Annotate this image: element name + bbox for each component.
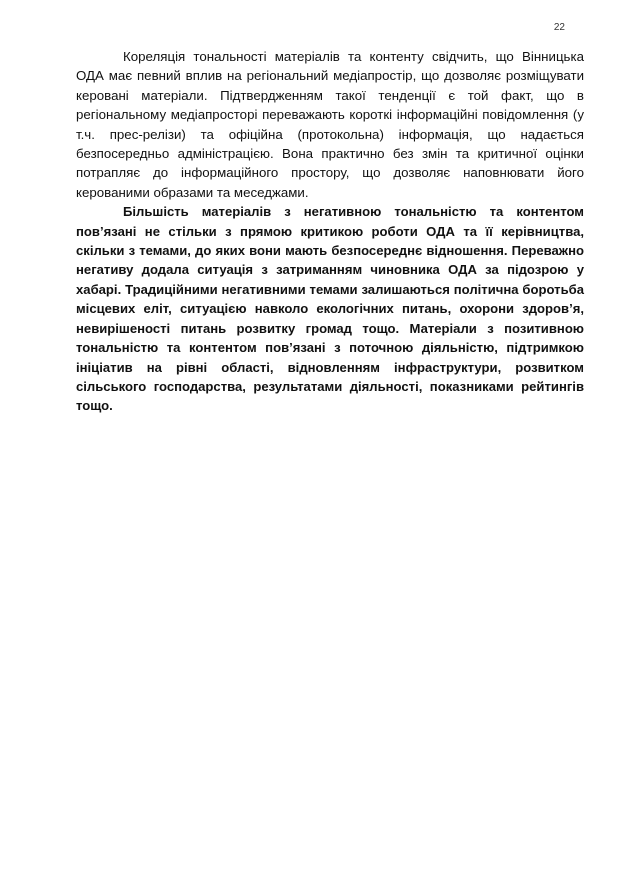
document-body: [76, 47, 584, 416]
paragraph-media-correlation: Кореляція тональності матеріалів та контенту свідчить, що Вінницька ОДА має певний вплив на регіональний медіапростір, що дозволяє розміщувати керовані матеріали. Підтвердженням такої тенденції є той факт, що в регіональному медіапросторі переважають короткі інформаційні повідомлення (у т.ч. прес-релізи) та офіційна (протокольна) інформація, що надається безпосередньо адміністрацією. Вона практично без змін та критичної оцінки потрапляє до інформаційного простору, що дозволяє наповнювати його керованими образами та меседжами.: [76, 49, 584, 200]
page-number: 22: [553, 22, 565, 33]
paragraph-negative-tonality: Більшість матеріалів з негативною тональністю та контентом пов’язані не стільки з прямою критикою роботи ОДА та її керівництва, скільки з темами, до яких вони мають безпосереднє відношення. Переважно негативу додала ситуація з затриманням чиновника ОДА за підозрою у хабарі. Традиційними негативними темами залишаються політична боротьба місцевих еліт, ситуацією навколо екологічних питань, охорони здоров’я, невирішеності питань розвитку громад тощо. Матеріали з позитивною тональністю та контентом пов’язані з поточною діяльністю, підтримкою ініціатив на рівні області, відновленням інфраструктури, розвитком сільського господарства, результатами діяльності, показниками рейтингів тощо.: [76, 204, 584, 414]
